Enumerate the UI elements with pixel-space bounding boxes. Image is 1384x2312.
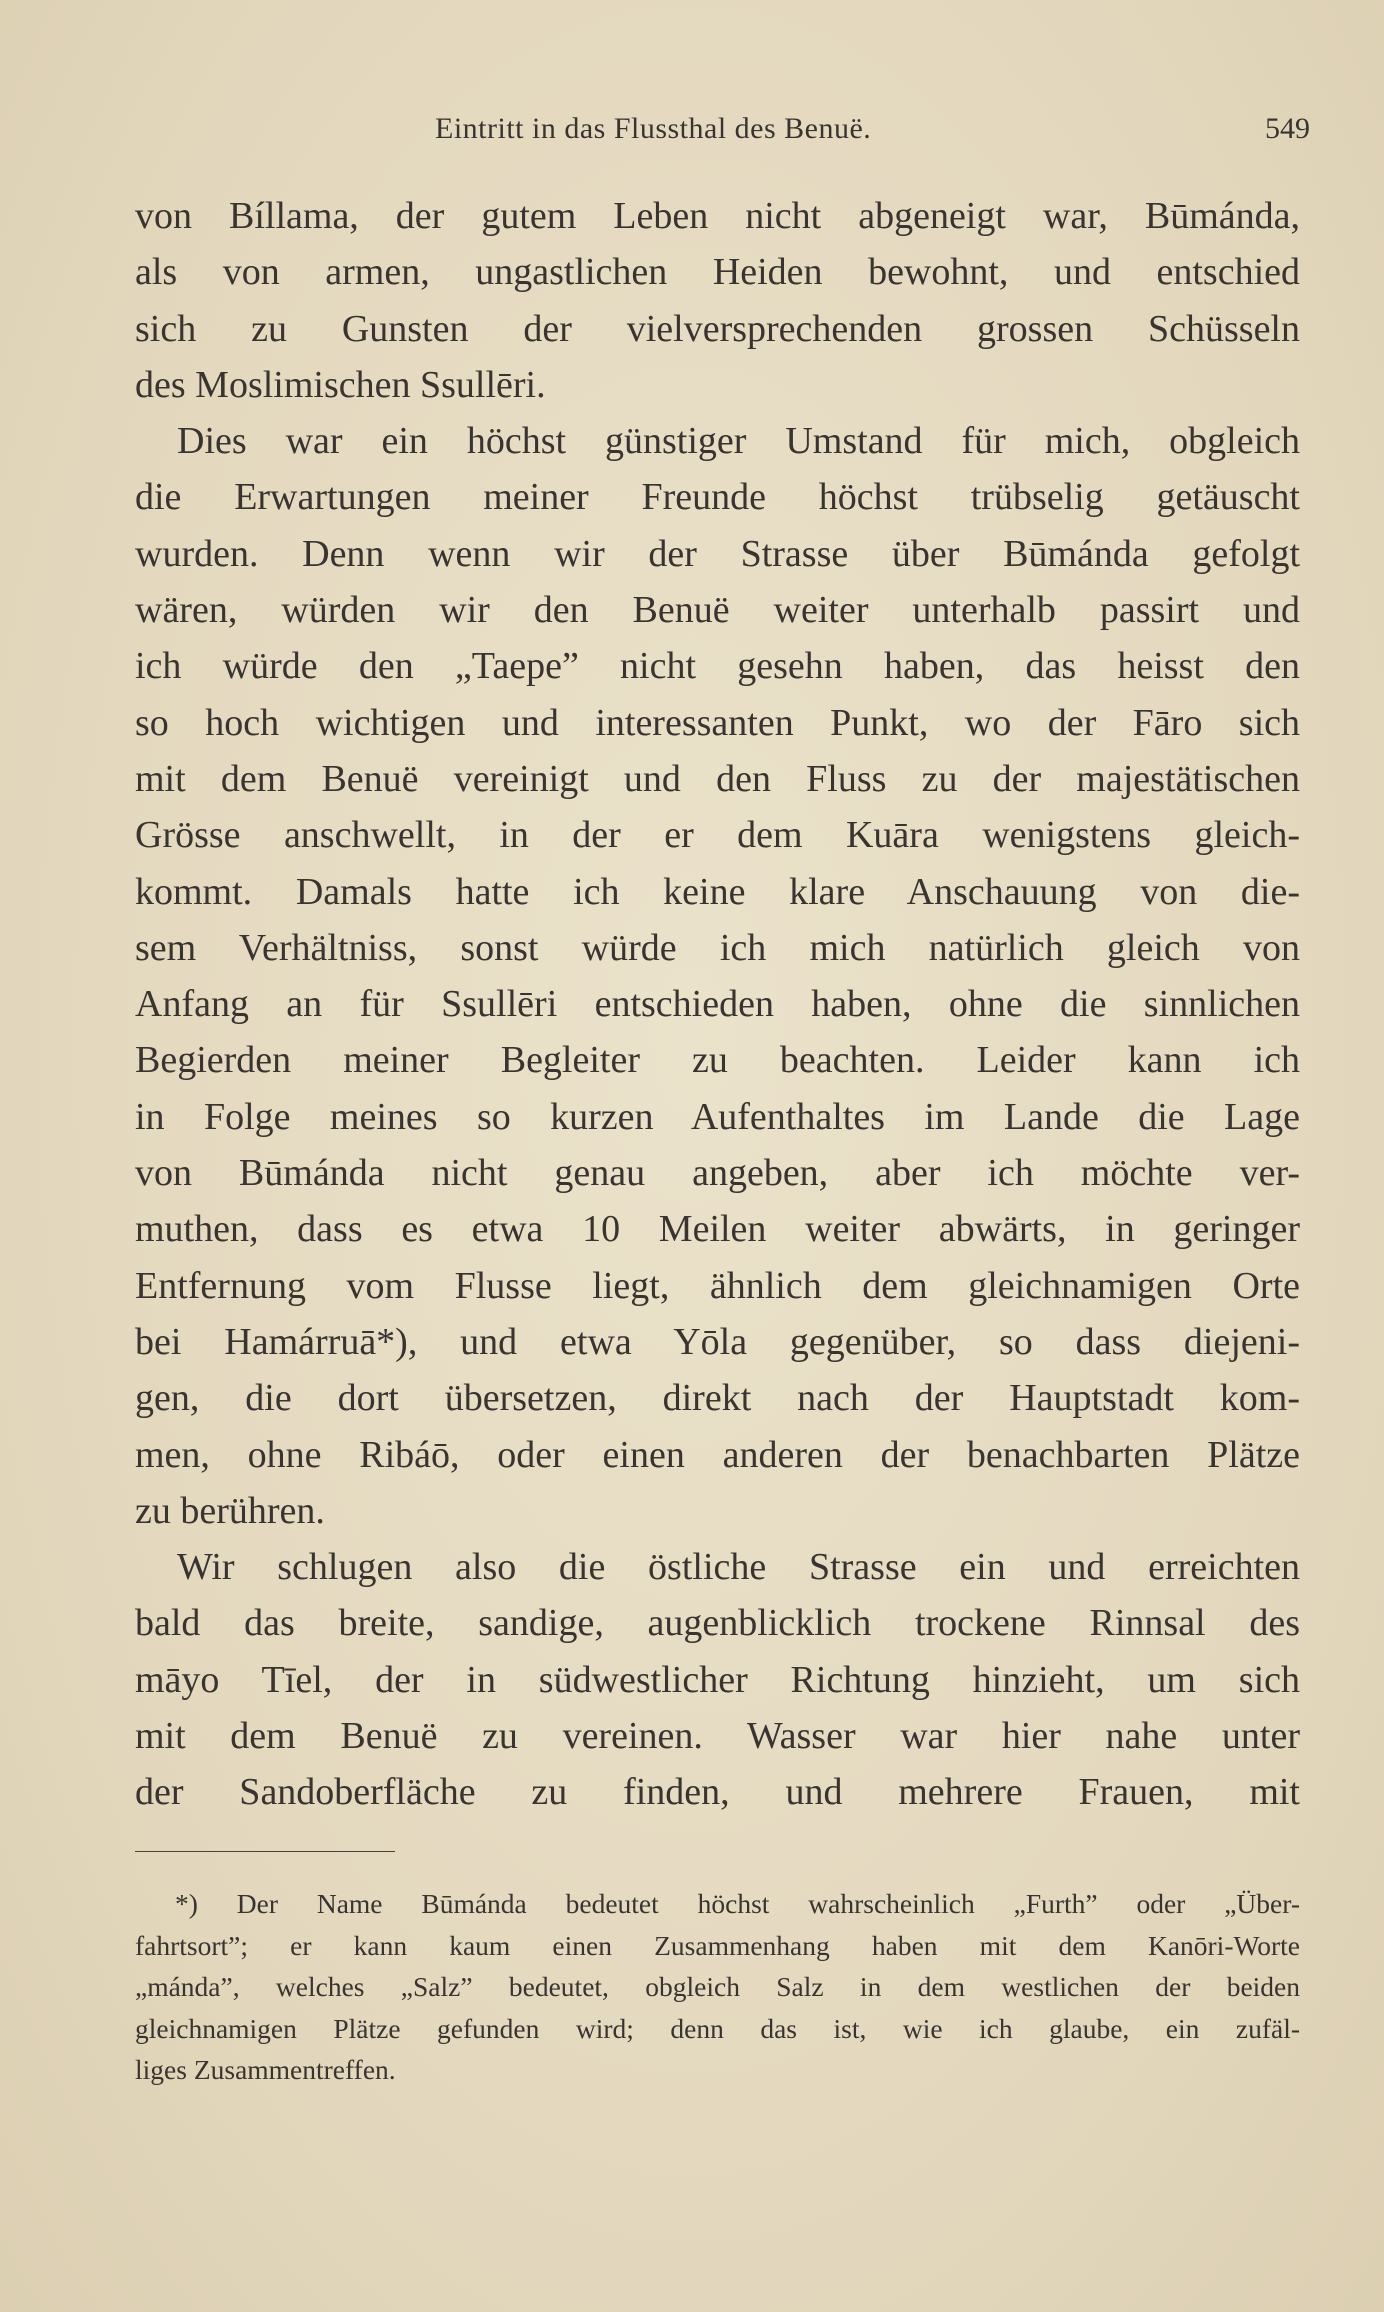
text-line: sich zu Gunsten der vielversprechenden grossen Schüsseln bbox=[135, 307, 1300, 350]
body-text bbox=[135, 188, 1300, 1821]
text-line: so hoch wichtigen und interessanten Punkt, wo der Fāro sich bbox=[135, 701, 1300, 744]
text-line: von Bíllama, der gutem Leben nicht abgeneigt war, Būmánda, bbox=[135, 195, 1300, 237]
text-line: māyo Tīel, der in südwestlicher Richtung hinzieht, um sich bbox=[135, 1658, 1300, 1701]
running-title: Eintritt in das Flussthal des Benuë. bbox=[435, 112, 872, 145]
footnote-line: gleichnamigen Plätze gefunden wird; denn das ist, wie ich glaube, ein zufäl- bbox=[135, 2012, 1300, 2044]
text-line: als von armen, ungastlichen Heiden bewohnt, und entschied bbox=[135, 251, 1300, 294]
text-line: wurden. Denn wenn wir der Strasse über Būmánda gefolgt bbox=[135, 532, 1300, 575]
text-line: Wir schlugen also die östliche Strasse ein und erreichten bbox=[177, 1546, 1300, 1589]
text-line: die Erwartungen meiner Freunde höchst trübselig getäuscht bbox=[135, 476, 1300, 519]
text-line: zu berühren. bbox=[135, 1489, 325, 1532]
footnote-line: *) Der Name Būmánda bedeutet höchst wahrscheinlich „Furth” oder „Über- bbox=[175, 1888, 1300, 1919]
text-line: bald das breite, sandige, augenblicklich trockene Rinnsal des bbox=[135, 1602, 1300, 1645]
text-line: sem Verhältniss, sonst würde ich mich natürlich gleich von bbox=[135, 926, 1300, 969]
page-header bbox=[135, 112, 1310, 152]
text-line: mit dem Benuë vereinigt und den Fluss zu der majestätischen bbox=[135, 757, 1300, 800]
text-line: mit dem Benuë zu vereinen. Wasser war hier nahe unter bbox=[135, 1715, 1300, 1758]
text-line: bei Hamárruā*), und etwa Yōla gegenüber, so dass diejeni- bbox=[135, 1320, 1300, 1363]
text-line: Grösse anschwellt, in der er dem Kuāra wenigstens gleich- bbox=[135, 814, 1300, 857]
text-line: wären, würden wir den Benuë weiter unterhalb passirt und bbox=[135, 589, 1300, 632]
text-line: des Moslimischen Ssullēri. bbox=[135, 363, 546, 406]
text-line: kommt. Damals hatte ich keine klare Anschauung von die- bbox=[135, 870, 1300, 913]
footnote-line: liges Zusammentreffen. bbox=[135, 2054, 396, 2085]
text-line: der Sandoberfläche zu finden, und mehrere Frauen, mit bbox=[135, 1771, 1300, 1814]
text-line: Entfernung vom Flusse liegt, ähnlich dem gleichnamigen Orte bbox=[135, 1264, 1300, 1307]
text-line: Begierden meiner Begleiter zu beachten. Leider kann ich bbox=[135, 1039, 1300, 1082]
page-number: 549 bbox=[1265, 112, 1310, 145]
text-line: Dies war ein höchst günstiger Umstand für mich, obgleich bbox=[177, 420, 1300, 463]
footnote-line: „mánda”, welches „Salz” bedeutet, obgleich Salz in dem westlichen der beiden bbox=[135, 1971, 1300, 2002]
footnotes bbox=[135, 1883, 1300, 2091]
text-line: in Folge meines so kurzen Aufenthaltes im Lande die Lage bbox=[135, 1095, 1300, 1138]
text-line: gen, die dort übersetzen, direkt nach der Hauptstadt kom- bbox=[135, 1377, 1300, 1420]
text-line: ich würde den „Taepe” nicht gesehn haben, das heisst den bbox=[135, 645, 1300, 688]
text-line: men, ohne Ribáō, oder einen anderen der benachbarten Plätze bbox=[135, 1433, 1300, 1476]
text-line: muthen, dass es etwa 10 Meilen weiter abwärts, in geringer bbox=[135, 1208, 1300, 1251]
text-line: von Būmánda nicht genau angeben, aber ich möchte ver- bbox=[135, 1152, 1300, 1195]
footnote-rule bbox=[135, 1851, 395, 1852]
text-line: Anfang an für Ssullēri entschieden haben, ohne die sinnlichen bbox=[135, 983, 1300, 1026]
footnote-line: fahrtsort”; er kann kaum einen Zusammenhang haben mit dem Kanōri-Worte bbox=[135, 1929, 1300, 1961]
